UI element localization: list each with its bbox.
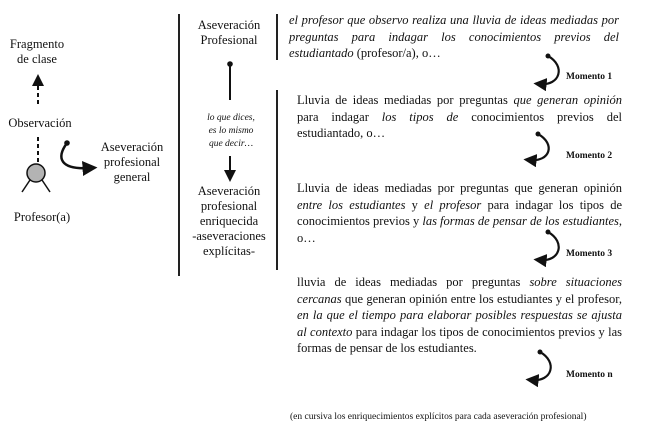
quote-label: lo que dices, es lo mismo que decir… <box>207 113 255 149</box>
enriched-assertion-label: Aseveración profesional enriquecida -aseveraciones explícitas- <box>192 184 266 258</box>
moment-2-arrow <box>530 134 549 160</box>
person-icon <box>22 164 50 192</box>
moment-4-segment: sobre situaciones cercanas <box>297 275 622 306</box>
moment-1-segment: (profesor/a), o… <box>353 46 441 60</box>
moment-2-segment: Lluvia de ideas mediadas por preguntas <box>297 93 514 107</box>
observation-label: Observación <box>8 116 72 130</box>
moment-2-segment: los tipos de <box>381 109 459 124</box>
fragment-label: Fragmento de clase <box>9 37 65 66</box>
moment-3-segment: las formas de pensar de los estudiantes <box>422 214 619 228</box>
moment-4-segment: que generan opinión entre los estudiantes y el profesor, <box>341 291 622 306</box>
moment-3-segment: y <box>405 197 425 212</box>
moment-3-segment: entre los estudiantes <box>297 197 406 212</box>
moment-n-label: Momento n <box>566 370 613 380</box>
moment-3-segment: el profesor <box>424 197 482 212</box>
assertion-top-label: Aseveración Profesional <box>197 18 261 47</box>
moment-3-label: Momento 3 <box>566 249 613 259</box>
general-assertion-label: Aseveración profesional general <box>100 140 164 184</box>
moment-4-segment: lluvia de ideas mediadas por preguntas <box>297 275 530 289</box>
moment-3-segment: , o… <box>297 214 623 245</box>
moment-1-label: Momento 1 <box>566 72 613 82</box>
moment-3-segment: para indagar los tipos de conocimientos previos y <box>297 197 623 228</box>
moment-4-segment: para indagar los tipos de conocimientos previos y las formas de pensar de los estudiantes. <box>297 324 622 355</box>
moment-2-segment: que generan opinión <box>513 93 622 107</box>
moment-3-segment: Lluvia de ideas mediadas por preguntas que generan opinión <box>297 181 622 195</box>
moment-3-arrow <box>540 232 559 260</box>
moment-2-segment: conocimientos previos del estudiantado, o… <box>297 109 622 140</box>
moment-1-segment: el profesor que observo realiza una lluvia de ideas mediadas por preguntas para indagar los conocimientos previos del estudiantado <box>289 13 619 60</box>
moment-1-arrow <box>540 56 559 84</box>
moment-2-label: Momento 2 <box>566 151 613 161</box>
teacher-label: Profesor(a) <box>13 210 71 224</box>
moment-4-segment: en la que el tiempo para elaborar posibles respuestas se ajusta al contexto <box>297 308 622 339</box>
moment-n-arrow <box>532 352 551 380</box>
footnote: (en cursiva los enriquecimientos explícitos para cada aseveración profesional) <box>290 412 587 422</box>
curved-arrow-general <box>61 143 90 168</box>
moment-2-segment: para indagar <box>297 109 382 124</box>
